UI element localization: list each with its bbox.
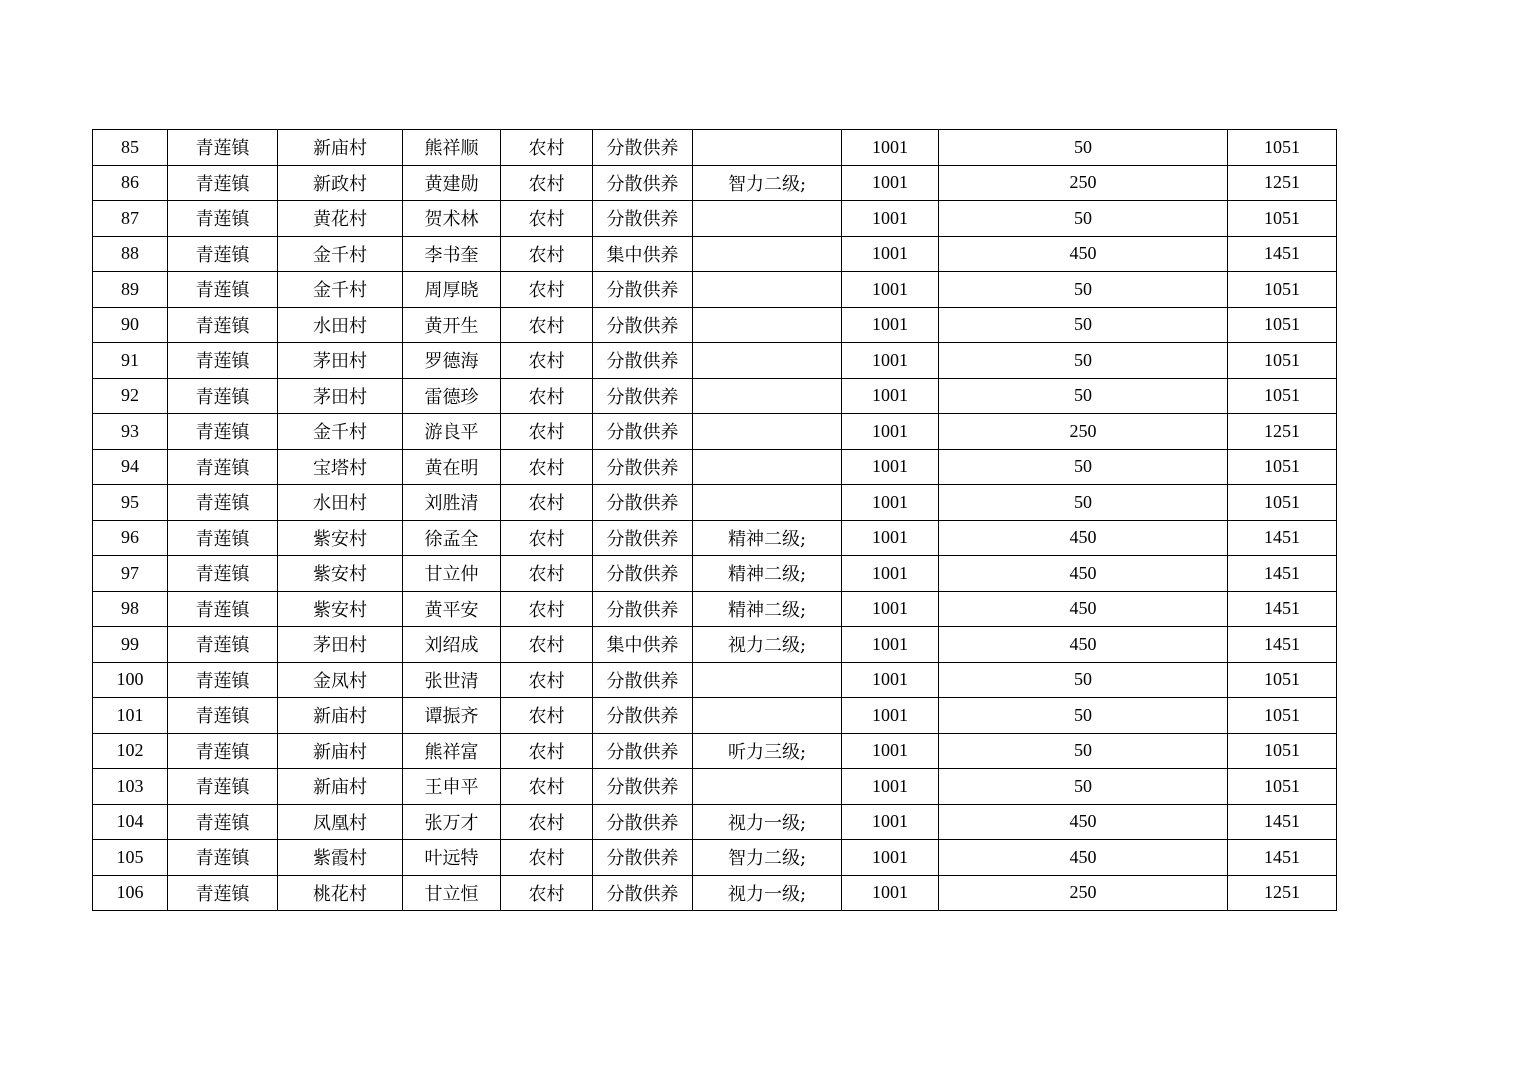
cell-extra-amount: 450 <box>939 840 1228 876</box>
table-row <box>93 627 1337 663</box>
cell-base-amount: 1001 <box>842 698 939 734</box>
cell-person-name: 甘立恒 <box>403 875 501 911</box>
cell-disability-level: 视力一级; <box>693 804 842 840</box>
cell-extra-amount: 50 <box>939 485 1228 521</box>
cell-town: 青莲镇 <box>168 520 278 556</box>
cell-village: 紫霞村 <box>278 840 403 876</box>
cell-disability-level <box>693 343 842 379</box>
cell-base-amount: 1001 <box>842 875 939 911</box>
cell-total-amount: 1051 <box>1228 378 1337 414</box>
cell-disability-level <box>693 378 842 414</box>
cell-total-amount: 1051 <box>1228 272 1337 308</box>
cell-person-name: 王申平 <box>403 769 501 805</box>
cell-town: 青莲镇 <box>168 378 278 414</box>
cell-village: 茅田村 <box>278 378 403 414</box>
cell-town: 青莲镇 <box>168 307 278 343</box>
cell-extra-amount: 450 <box>939 591 1228 627</box>
cell-base-amount: 1001 <box>842 414 939 450</box>
cell-village: 水田村 <box>278 307 403 343</box>
cell-disability-level: 智力二级; <box>693 165 842 201</box>
cell-base-amount: 1001 <box>842 201 939 237</box>
cell-town: 青莲镇 <box>168 236 278 272</box>
cell-total-amount: 1251 <box>1228 414 1337 450</box>
cell-extra-amount: 50 <box>939 378 1228 414</box>
cell-town: 青莲镇 <box>168 343 278 379</box>
cell-serial-number: 98 <box>93 591 168 627</box>
cell-serial-number: 89 <box>93 272 168 308</box>
cell-area-type: 农村 <box>501 840 593 876</box>
cell-support-type: 分散供养 <box>593 165 693 201</box>
table-row <box>93 485 1337 521</box>
cell-village: 宝塔村 <box>278 449 403 485</box>
cell-serial-number: 106 <box>93 875 168 911</box>
table-row <box>93 733 1337 769</box>
cell-total-amount: 1051 <box>1228 307 1337 343</box>
cell-person-name: 黄开生 <box>403 307 501 343</box>
cell-extra-amount: 50 <box>939 343 1228 379</box>
cell-support-type: 集中供养 <box>593 236 693 272</box>
cell-area-type: 农村 <box>501 627 593 663</box>
cell-base-amount: 1001 <box>842 272 939 308</box>
cell-disability-level: 视力二级; <box>693 627 842 663</box>
cell-extra-amount: 450 <box>939 804 1228 840</box>
cell-area-type: 农村 <box>501 449 593 485</box>
cell-disability-level <box>693 769 842 805</box>
cell-disability-level: 精神二级; <box>693 591 842 627</box>
cell-support-type: 分散供养 <box>593 769 693 805</box>
cell-disability-level: 精神二级; <box>693 520 842 556</box>
cell-area-type: 农村 <box>501 378 593 414</box>
cell-area-type: 农村 <box>501 698 593 734</box>
cell-support-type: 分散供养 <box>593 414 693 450</box>
cell-village: 茅田村 <box>278 343 403 379</box>
cell-town: 青莲镇 <box>168 769 278 805</box>
cell-town: 青莲镇 <box>168 485 278 521</box>
cell-extra-amount: 450 <box>939 236 1228 272</box>
cell-area-type: 农村 <box>501 343 593 379</box>
cell-person-name: 黄建勋 <box>403 165 501 201</box>
table-row <box>93 272 1337 308</box>
table-row <box>93 165 1337 201</box>
cell-person-name: 刘绍成 <box>403 627 501 663</box>
cell-serial-number: 97 <box>93 556 168 592</box>
cell-base-amount: 1001 <box>842 556 939 592</box>
cell-village: 紫安村 <box>278 520 403 556</box>
cell-person-name: 黄平安 <box>403 591 501 627</box>
cell-serial-number: 105 <box>93 840 168 876</box>
cell-total-amount: 1051 <box>1228 698 1337 734</box>
cell-total-amount: 1451 <box>1228 520 1337 556</box>
cell-village: 紫安村 <box>278 556 403 592</box>
cell-area-type: 农村 <box>501 804 593 840</box>
cell-person-name: 叶远特 <box>403 840 501 876</box>
cell-serial-number: 87 <box>93 201 168 237</box>
cell-person-name: 黄在明 <box>403 449 501 485</box>
table-row <box>93 236 1337 272</box>
cell-total-amount: 1051 <box>1228 733 1337 769</box>
cell-support-type: 分散供养 <box>593 698 693 734</box>
cell-disability-level <box>693 414 842 450</box>
cell-village: 金千村 <box>278 414 403 450</box>
cell-area-type: 农村 <box>501 556 593 592</box>
cell-support-type: 分散供养 <box>593 733 693 769</box>
cell-base-amount: 1001 <box>842 840 939 876</box>
cell-extra-amount: 50 <box>939 307 1228 343</box>
cell-person-name: 贺术林 <box>403 201 501 237</box>
cell-serial-number: 94 <box>93 449 168 485</box>
cell-base-amount: 1001 <box>842 343 939 379</box>
cell-extra-amount: 50 <box>939 733 1228 769</box>
cell-support-type: 分散供养 <box>593 343 693 379</box>
cell-person-name: 罗德海 <box>403 343 501 379</box>
cell-serial-number: 91 <box>93 343 168 379</box>
table-row <box>93 804 1337 840</box>
table-row <box>93 591 1337 627</box>
cell-area-type: 农村 <box>501 485 593 521</box>
cell-disability-level <box>693 272 842 308</box>
cell-village: 茅田村 <box>278 627 403 663</box>
cell-village: 紫安村 <box>278 591 403 627</box>
cell-area-type: 农村 <box>501 591 593 627</box>
cell-area-type: 农村 <box>501 236 593 272</box>
cell-extra-amount: 250 <box>939 414 1228 450</box>
cell-support-type: 分散供养 <box>593 449 693 485</box>
cell-town: 青莲镇 <box>168 804 278 840</box>
cell-base-amount: 1001 <box>842 662 939 698</box>
cell-area-type: 农村 <box>501 165 593 201</box>
cell-disability-level <box>693 130 842 166</box>
table-row <box>93 449 1337 485</box>
cell-support-type: 分散供养 <box>593 201 693 237</box>
table-row <box>93 698 1337 734</box>
cell-village: 凤凰村 <box>278 804 403 840</box>
cell-extra-amount: 450 <box>939 556 1228 592</box>
cell-serial-number: 96 <box>93 520 168 556</box>
cell-town: 青莲镇 <box>168 875 278 911</box>
cell-person-name: 熊祥富 <box>403 733 501 769</box>
cell-town: 青莲镇 <box>168 130 278 166</box>
cell-total-amount: 1051 <box>1228 449 1337 485</box>
cell-total-amount: 1251 <box>1228 165 1337 201</box>
table-row <box>93 414 1337 450</box>
cell-town: 青莲镇 <box>168 698 278 734</box>
cell-support-type: 分散供养 <box>593 130 693 166</box>
cell-serial-number: 88 <box>93 236 168 272</box>
cell-support-type: 分散供养 <box>593 840 693 876</box>
cell-area-type: 农村 <box>501 201 593 237</box>
cell-serial-number: 102 <box>93 733 168 769</box>
table-body <box>93 130 1337 911</box>
cell-village: 桃花村 <box>278 875 403 911</box>
cell-total-amount: 1051 <box>1228 343 1337 379</box>
cell-disability-level <box>693 449 842 485</box>
cell-village: 新庙村 <box>278 769 403 805</box>
cell-disability-level <box>693 485 842 521</box>
cell-serial-number: 95 <box>93 485 168 521</box>
table-row <box>93 378 1337 414</box>
cell-total-amount: 1451 <box>1228 556 1337 592</box>
cell-extra-amount: 50 <box>939 449 1228 485</box>
table-row <box>93 307 1337 343</box>
cell-total-amount: 1451 <box>1228 591 1337 627</box>
cell-support-type: 分散供养 <box>593 272 693 308</box>
cell-village: 水田村 <box>278 485 403 521</box>
table-row <box>93 130 1337 166</box>
cell-serial-number: 104 <box>93 804 168 840</box>
cell-town: 青莲镇 <box>168 840 278 876</box>
cell-town: 青莲镇 <box>168 449 278 485</box>
cell-person-name: 张万才 <box>403 804 501 840</box>
cell-town: 青莲镇 <box>168 201 278 237</box>
cell-person-name: 张世清 <box>403 662 501 698</box>
cell-disability-level <box>693 236 842 272</box>
cell-town: 青莲镇 <box>168 591 278 627</box>
cell-person-name: 游良平 <box>403 414 501 450</box>
cell-extra-amount: 50 <box>939 130 1228 166</box>
cell-total-amount: 1051 <box>1228 201 1337 237</box>
cell-serial-number: 101 <box>93 698 168 734</box>
cell-disability-level <box>693 662 842 698</box>
cell-base-amount: 1001 <box>842 591 939 627</box>
cell-support-type: 集中供养 <box>593 627 693 663</box>
cell-area-type: 农村 <box>501 875 593 911</box>
cell-person-name: 周厚晓 <box>403 272 501 308</box>
cell-total-amount: 1251 <box>1228 875 1337 911</box>
cell-person-name: 刘胜清 <box>403 485 501 521</box>
table-row <box>93 875 1337 911</box>
cell-extra-amount: 50 <box>939 201 1228 237</box>
cell-total-amount: 1451 <box>1228 627 1337 663</box>
cell-extra-amount: 50 <box>939 698 1228 734</box>
cell-support-type: 分散供养 <box>593 307 693 343</box>
cell-base-amount: 1001 <box>842 520 939 556</box>
cell-serial-number: 93 <box>93 414 168 450</box>
cell-base-amount: 1001 <box>842 236 939 272</box>
cell-town: 青莲镇 <box>168 165 278 201</box>
cell-support-type: 分散供养 <box>593 556 693 592</box>
cell-serial-number: 99 <box>93 627 168 663</box>
table-row <box>93 556 1337 592</box>
cell-support-type: 分散供养 <box>593 378 693 414</box>
cell-extra-amount: 50 <box>939 662 1228 698</box>
cell-extra-amount: 50 <box>939 769 1228 805</box>
cell-town: 青莲镇 <box>168 556 278 592</box>
document-sheet <box>92 129 1337 911</box>
cell-support-type: 分散供养 <box>593 804 693 840</box>
cell-area-type: 农村 <box>501 520 593 556</box>
cell-serial-number: 86 <box>93 165 168 201</box>
cell-area-type: 农村 <box>501 272 593 308</box>
cell-support-type: 分散供养 <box>593 662 693 698</box>
cell-village: 新政村 <box>278 165 403 201</box>
cell-area-type: 农村 <box>501 662 593 698</box>
cell-person-name: 徐孟全 <box>403 520 501 556</box>
cell-total-amount: 1451 <box>1228 804 1337 840</box>
cell-extra-amount: 50 <box>939 272 1228 308</box>
cell-base-amount: 1001 <box>842 627 939 663</box>
cell-village: 新庙村 <box>278 130 403 166</box>
data-table <box>92 129 1337 911</box>
cell-disability-level <box>693 201 842 237</box>
cell-disability-level: 智力二级; <box>693 840 842 876</box>
cell-village: 金千村 <box>278 236 403 272</box>
cell-town: 青莲镇 <box>168 627 278 663</box>
cell-extra-amount: 250 <box>939 875 1228 911</box>
cell-person-name: 甘立仲 <box>403 556 501 592</box>
cell-person-name: 谭振齐 <box>403 698 501 734</box>
cell-person-name: 熊祥顺 <box>403 130 501 166</box>
table-row <box>93 769 1337 805</box>
cell-extra-amount: 450 <box>939 520 1228 556</box>
cell-area-type: 农村 <box>501 769 593 805</box>
cell-total-amount: 1051 <box>1228 769 1337 805</box>
cell-base-amount: 1001 <box>842 449 939 485</box>
cell-extra-amount: 250 <box>939 165 1228 201</box>
table-row <box>93 840 1337 876</box>
cell-base-amount: 1001 <box>842 769 939 805</box>
cell-base-amount: 1001 <box>842 165 939 201</box>
cell-disability-level: 听力三级; <box>693 733 842 769</box>
cell-serial-number: 92 <box>93 378 168 414</box>
table-row <box>93 343 1337 379</box>
cell-support-type: 分散供养 <box>593 875 693 911</box>
cell-disability-level <box>693 698 842 734</box>
cell-area-type: 农村 <box>501 733 593 769</box>
cell-total-amount: 1051 <box>1228 485 1337 521</box>
cell-town: 青莲镇 <box>168 662 278 698</box>
cell-disability-level: 精神二级; <box>693 556 842 592</box>
cell-base-amount: 1001 <box>842 733 939 769</box>
cell-support-type: 分散供养 <box>593 485 693 521</box>
cell-total-amount: 1051 <box>1228 662 1337 698</box>
table-row <box>93 520 1337 556</box>
cell-total-amount: 1051 <box>1228 130 1337 166</box>
cell-base-amount: 1001 <box>842 130 939 166</box>
cell-area-type: 农村 <box>501 130 593 166</box>
cell-village: 黄花村 <box>278 201 403 237</box>
cell-extra-amount: 450 <box>939 627 1228 663</box>
cell-village: 新庙村 <box>278 733 403 769</box>
cell-base-amount: 1001 <box>842 804 939 840</box>
cell-serial-number: 103 <box>93 769 168 805</box>
cell-disability-level <box>693 307 842 343</box>
cell-serial-number: 85 <box>93 130 168 166</box>
cell-area-type: 农村 <box>501 307 593 343</box>
cell-town: 青莲镇 <box>168 733 278 769</box>
table-row <box>93 201 1337 237</box>
cell-base-amount: 1001 <box>842 307 939 343</box>
cell-base-amount: 1001 <box>842 378 939 414</box>
cell-support-type: 分散供养 <box>593 520 693 556</box>
cell-person-name: 李书奎 <box>403 236 501 272</box>
cell-support-type: 分散供养 <box>593 591 693 627</box>
cell-town: 青莲镇 <box>168 414 278 450</box>
cell-village: 金凤村 <box>278 662 403 698</box>
cell-serial-number: 100 <box>93 662 168 698</box>
cell-person-name: 雷德珍 <box>403 378 501 414</box>
cell-total-amount: 1451 <box>1228 840 1337 876</box>
cell-total-amount: 1451 <box>1228 236 1337 272</box>
cell-village: 新庙村 <box>278 698 403 734</box>
cell-town: 青莲镇 <box>168 272 278 308</box>
cell-area-type: 农村 <box>501 414 593 450</box>
cell-disability-level: 视力一级; <box>693 875 842 911</box>
cell-base-amount: 1001 <box>842 485 939 521</box>
cell-serial-number: 90 <box>93 307 168 343</box>
cell-village: 金千村 <box>278 272 403 308</box>
table-row <box>93 662 1337 698</box>
